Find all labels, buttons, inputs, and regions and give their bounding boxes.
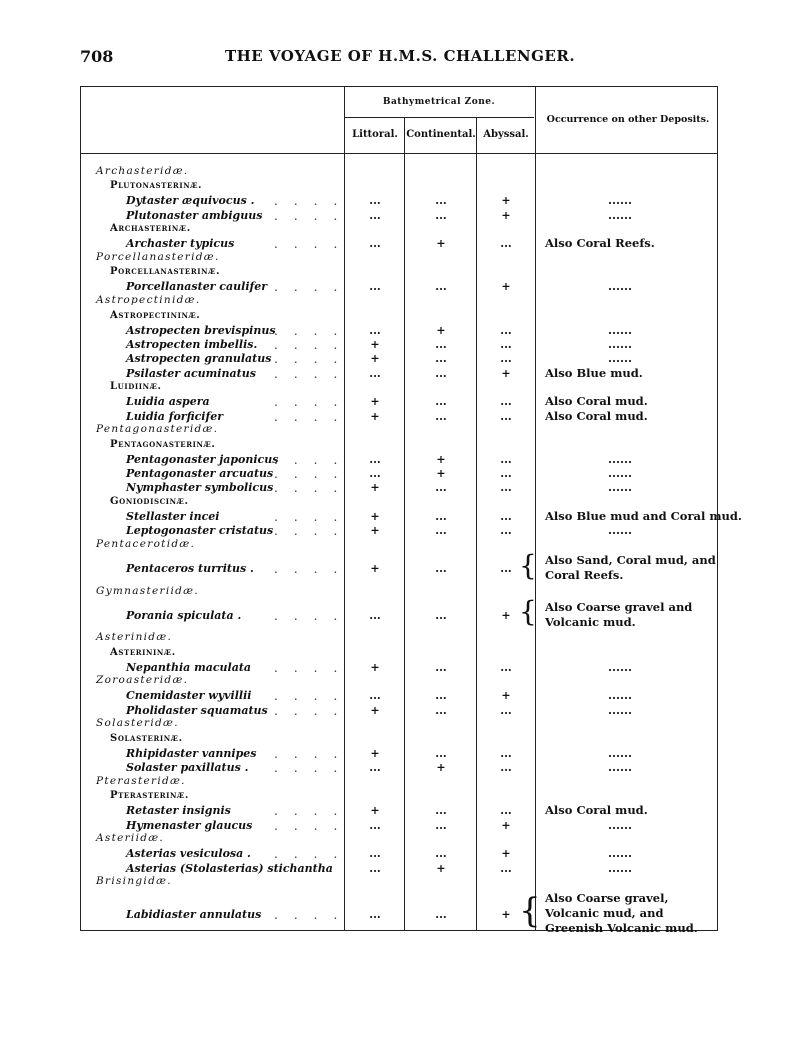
species-name: Asterias (Stolasterias) stichantha — [126, 861, 333, 875]
subfamily-row — [0, 380, 800, 394]
family-name: Asteriidæ. — [96, 832, 165, 845]
dot-leader: .... — [274, 608, 354, 623]
continental-mark: ... — [435, 847, 447, 861]
littoral-mark: + — [370, 352, 380, 366]
littoral-mark: ... — [369, 366, 381, 380]
occurrence-note: ...... — [607, 193, 633, 208]
continental-mark: ... — [435, 689, 447, 703]
zone-subheader-rule — [344, 117, 534, 118]
species-row — [0, 890, 800, 939]
species-row — [0, 746, 800, 760]
species-row — [0, 466, 800, 480]
species-row — [0, 660, 800, 674]
dot-leader: .... — [274, 847, 354, 862]
continental-mark: ... — [435, 208, 447, 222]
occurrence-note: ...... — [607, 523, 633, 538]
abyssal-mark: ... — [500, 524, 512, 538]
continental-mark: ... — [435, 608, 447, 622]
species-name: Nymphaster symbolicus — [126, 481, 274, 495]
family-name: Archasteridæ. — [96, 165, 189, 177]
abyssal-mark: ... — [500, 660, 512, 674]
species-name: Luidia forficifer — [126, 409, 224, 423]
dot-leader: .... — [274, 746, 354, 761]
abyssal-mark: ... — [500, 746, 512, 760]
subfamily-name: Goniodiscinæ. — [110, 496, 189, 508]
dot-leader: .... — [274, 323, 354, 338]
continental-mark: ... — [435, 280, 447, 294]
abyssal-mark: + — [501, 608, 511, 622]
littoral-mark: + — [370, 510, 380, 524]
littoral-mark: + — [370, 395, 380, 409]
species-name: Plutonaster ambiguus — [126, 208, 263, 222]
littoral-mark: ... — [369, 761, 381, 775]
species-row — [0, 452, 800, 466]
littoral-mark: + — [370, 703, 380, 717]
dot-leader: .... — [274, 409, 354, 424]
abyssal-mark: + — [501, 208, 511, 222]
family-name: Astropectinidæ. — [96, 294, 201, 307]
abyssal-mark: ... — [500, 761, 512, 775]
species-row — [0, 509, 800, 523]
littoral-mark: ... — [369, 194, 381, 208]
family-row — [0, 717, 800, 731]
species-name: Astropecten imbellis. — [126, 337, 258, 351]
brace-glyph: { — [519, 548, 537, 582]
species-row — [0, 366, 800, 380]
subfamily-row — [0, 309, 800, 323]
subfamily-name: Plutonasterinæ. — [110, 180, 203, 192]
abyssal-mark: ... — [500, 237, 512, 251]
subfamily-row — [0, 265, 800, 279]
species-row — [0, 337, 800, 351]
littoral-mark: ... — [369, 689, 381, 703]
family-row — [0, 165, 800, 179]
littoral-mark: + — [370, 481, 380, 495]
dot-leader: .... — [274, 481, 354, 496]
littoral-mark: + — [370, 337, 380, 351]
continental-mark: ... — [435, 703, 447, 717]
continental-mark: + — [436, 761, 446, 775]
occurrence-note: Also Sand, Coral mud, and Coral Reefs. — [545, 553, 716, 583]
littoral-mark: ... — [369, 452, 381, 466]
dot-leader: .... — [274, 366, 354, 381]
abyssal-mark: + — [501, 366, 511, 380]
littoral-mark: ... — [369, 237, 381, 251]
family-row — [0, 294, 800, 308]
subfamily-row — [0, 222, 800, 236]
abyssal-heading: Abyssal. — [483, 129, 529, 140]
continental-mark: ... — [435, 746, 447, 760]
abyssal-mark: ... — [500, 323, 512, 337]
family-row — [0, 674, 800, 688]
species-row — [0, 352, 800, 366]
species-name: Retaster insignis — [126, 804, 231, 818]
littoral-mark: + — [370, 746, 380, 760]
abyssal-mark: + — [501, 689, 511, 703]
continental-mark: ... — [435, 660, 447, 674]
species-row — [0, 804, 800, 818]
littoral-mark: ... — [369, 208, 381, 222]
species-name: Hymenaster glaucus — [126, 818, 253, 832]
species-name: Labidiaster annulatus — [126, 907, 262, 921]
dot-leader: .... — [274, 818, 354, 833]
occurrence-note: ...... — [607, 322, 633, 337]
species-name: Porania spiculata . — [126, 608, 242, 622]
occurrence-note: ...... — [607, 817, 633, 832]
dot-leader: .... — [274, 689, 354, 704]
occurrence-note: ...... — [607, 745, 633, 760]
occurrence-note: Also Coarse gravel, Volcanic mud, and Greenish Volcanic mud. — [545, 890, 698, 935]
species-name: Rhipidaster vannipes — [126, 746, 257, 760]
occurrence-note: ...... — [607, 336, 633, 351]
subfamily-name: Luidiinæ. — [110, 381, 162, 393]
brace-glyph: { — [519, 595, 537, 629]
species-row — [0, 208, 800, 222]
family-row — [0, 775, 800, 789]
family-row — [0, 631, 800, 645]
species-row — [0, 595, 800, 631]
species-row — [0, 237, 800, 251]
subfamily-row — [0, 438, 800, 452]
occurrence-note: ...... — [607, 846, 633, 861]
abyssal-mark: ... — [500, 861, 512, 875]
continental-mark: ... — [435, 337, 447, 351]
littoral-mark: ... — [369, 608, 381, 622]
littoral-mark: ... — [369, 861, 381, 875]
family-row — [0, 251, 800, 265]
littoral-mark: ... — [369, 280, 381, 294]
continental-mark: ... — [435, 804, 447, 818]
dot-leader: .... — [274, 703, 354, 718]
species-name: Pholidaster squamatus — [126, 703, 268, 717]
abyssal-mark: + — [501, 818, 511, 832]
occurrence-note: Also Blue mud and Coral mud. — [545, 509, 742, 524]
species-row — [0, 689, 800, 703]
family-row — [0, 538, 800, 552]
abyssal-mark: ... — [500, 352, 512, 366]
family-name: Porcellanasteridæ. — [96, 251, 220, 264]
occurrence-note: ...... — [607, 480, 633, 495]
continental-mark: ... — [435, 366, 447, 380]
dot-leader: .... — [274, 804, 354, 819]
species-row — [0, 481, 800, 495]
subfamily-row — [0, 732, 800, 746]
dot-leader: .... — [274, 562, 354, 577]
subfamily-name: Asterininæ. — [110, 646, 176, 658]
abyssal-mark: ... — [500, 703, 512, 717]
dot-leader: .... — [274, 337, 354, 352]
occurrence-note: ...... — [607, 688, 633, 703]
occurrence-note: ...... — [607, 760, 633, 775]
family-row — [0, 423, 800, 437]
dot-leader: .... — [274, 352, 354, 367]
continental-mark: + — [436, 452, 446, 466]
occurrence-note: Also Coral mud. — [545, 394, 648, 409]
species-row — [0, 395, 800, 409]
dot-leader: .... — [274, 280, 354, 295]
species-row — [0, 861, 800, 875]
subfamily-row — [0, 789, 800, 803]
family-name: Pterasteridæ. — [96, 774, 186, 787]
abyssal-mark: + — [501, 280, 511, 294]
header-bottom-rule — [80, 153, 718, 154]
littoral-mark: ... — [369, 818, 381, 832]
continental-mark: ... — [435, 818, 447, 832]
dot-leader: .... — [274, 467, 354, 482]
occurrence-note: ...... — [607, 860, 633, 875]
continental-mark: ... — [435, 395, 447, 409]
page-header — [0, 47, 800, 71]
littoral-mark: + — [370, 804, 380, 818]
species-row — [0, 818, 800, 832]
littoral-heading: Littoral. — [352, 129, 398, 140]
abyssal-mark: ... — [500, 395, 512, 409]
continental-mark: ... — [435, 352, 447, 366]
species-name: Nepanthia maculata — [126, 660, 252, 674]
species-name: Astropecten granulatus — [126, 352, 272, 366]
abyssal-mark: ... — [500, 804, 512, 818]
abyssal-mark: ... — [500, 510, 512, 524]
species-row — [0, 409, 800, 423]
continental-mark: ... — [435, 510, 447, 524]
abyssal-mark: ... — [500, 481, 512, 495]
dot-leader: .... — [274, 395, 354, 410]
littoral-mark: + — [370, 409, 380, 423]
occurrence-note: Also Coarse gravel and Volcanic mud. — [545, 600, 693, 630]
subfamily-name: Solasterinæ. — [110, 732, 183, 744]
subfamily-name: Pentagonasterinæ. — [110, 438, 216, 450]
dot-leader: .... — [274, 208, 354, 223]
species-row — [0, 761, 800, 775]
abyssal-mark: + — [501, 194, 511, 208]
dot-leader: .... — [274, 761, 354, 776]
continental-mark: ... — [435, 524, 447, 538]
subfamily-name: Archasterinæ. — [110, 223, 191, 235]
subfamily-row — [0, 179, 800, 193]
running-title: THE VOYAGE OF H.M.S. CHALLENGER. — [224, 47, 576, 65]
continental-mark: ... — [435, 562, 447, 576]
abyssal-mark: ... — [500, 562, 512, 576]
abyssal-mark: + — [501, 907, 511, 921]
subfamily-name: Astropectininæ. — [110, 309, 201, 321]
species-row — [0, 194, 800, 208]
occurrence-note: Also Coral mud. — [545, 803, 648, 818]
subfamily-name: Pterasterinæ. — [110, 790, 189, 802]
littoral-mark: + — [370, 660, 380, 674]
abyssal-mark: ... — [500, 409, 512, 423]
species-name: Porcellanaster caulifer — [126, 280, 268, 294]
species-name: Cnemidaster wyvillii — [126, 689, 252, 703]
family-row — [0, 585, 800, 599]
species-name: Pentaceros turritus . — [126, 562, 254, 576]
occurrence-note: ...... — [607, 207, 633, 222]
occurrence-note: ...... — [607, 351, 633, 366]
subfamily-name: Porcellanasterinæ. — [110, 266, 221, 278]
family-name: Brisingidæ. — [96, 875, 172, 888]
dot-leader: .... — [274, 907, 354, 922]
continental-mark: ... — [435, 481, 447, 495]
species-name: Leptogonaster cristatus — [126, 524, 274, 538]
littoral-mark: + — [370, 562, 380, 576]
continental-mark: + — [436, 467, 446, 481]
occurrence-note: Also Coral mud. — [545, 408, 648, 423]
bathymetrical-zone-heading: Bathymetrical Zone. — [382, 97, 496, 107]
family-name: Pentacerotidæ. — [96, 538, 196, 551]
occurrence-note: ...... — [607, 659, 633, 674]
family-name: Asterinidæ. — [96, 631, 173, 644]
dot-leader: .... — [274, 660, 354, 675]
brace-glyph: { — [519, 891, 541, 932]
littoral-mark: ... — [369, 323, 381, 337]
page-number: 708 — [80, 47, 114, 66]
littoral-mark: + — [370, 524, 380, 538]
continental-mark: + — [436, 323, 446, 337]
species-row — [0, 323, 800, 337]
species-name: Stellaster incei — [126, 510, 220, 524]
abyssal-mark: ... — [500, 452, 512, 466]
subfamily-row — [0, 646, 800, 660]
continental-heading: Continental. — [406, 129, 476, 140]
species-name: Archaster typicus — [126, 237, 235, 251]
species-name: Psilaster acuminatus — [126, 366, 256, 380]
occurrence-note: ...... — [607, 702, 633, 717]
table-top-rule — [80, 86, 718, 87]
species-name: Pentagonaster arcuatus — [126, 467, 274, 481]
dot-leader: .... — [274, 510, 354, 525]
littoral-mark: ... — [369, 467, 381, 481]
species-row — [0, 703, 800, 717]
species-row — [0, 847, 800, 861]
occurrence-note: Also Coral Reefs. — [545, 236, 655, 251]
family-row — [0, 875, 800, 889]
species-name: Asterias vesiculosa . — [126, 847, 251, 861]
continental-mark: + — [436, 861, 446, 875]
abyssal-mark: + — [501, 847, 511, 861]
littoral-mark: ... — [369, 907, 381, 921]
family-name: Gymnasteriidæ. — [96, 584, 199, 597]
species-name: Luidia aspera — [126, 395, 210, 409]
continental-mark: + — [436, 237, 446, 251]
occurrence-note: Also Blue mud. — [545, 365, 643, 380]
species-name: Dytaster æquivocus . — [126, 194, 255, 208]
dot-leader: .... — [274, 524, 354, 539]
occurrence-heading: Occurrence on other Deposits. — [546, 114, 710, 125]
littoral-mark: ... — [369, 847, 381, 861]
dot-leader: .... — [274, 237, 354, 252]
continental-mark: ... — [435, 409, 447, 423]
species-row — [0, 524, 800, 538]
family-name: Pentagonasteridæ. — [96, 423, 219, 436]
dot-leader: .... — [274, 452, 354, 467]
species-name: Astropecten brevispinus — [126, 323, 276, 337]
species-row — [0, 280, 800, 294]
abyssal-mark: ... — [500, 337, 512, 351]
occurrence-note: ...... — [607, 466, 633, 481]
continental-mark: ... — [435, 194, 447, 208]
dot-leader: .... — [274, 194, 354, 209]
occurrence-note: ...... — [607, 279, 633, 294]
species-name: Solaster paxillatus . — [126, 761, 249, 775]
family-name: Zoroasteridæ. — [96, 674, 189, 687]
continental-mark: ... — [435, 907, 447, 921]
subfamily-row — [0, 495, 800, 509]
family-row — [0, 832, 800, 846]
family-name: Solasteridæ. — [96, 717, 179, 730]
abyssal-mark: ... — [500, 467, 512, 481]
species-row — [0, 548, 800, 584]
occurrence-note: ...... — [607, 451, 633, 466]
species-name: Pentagonaster japonicus — [126, 452, 279, 466]
